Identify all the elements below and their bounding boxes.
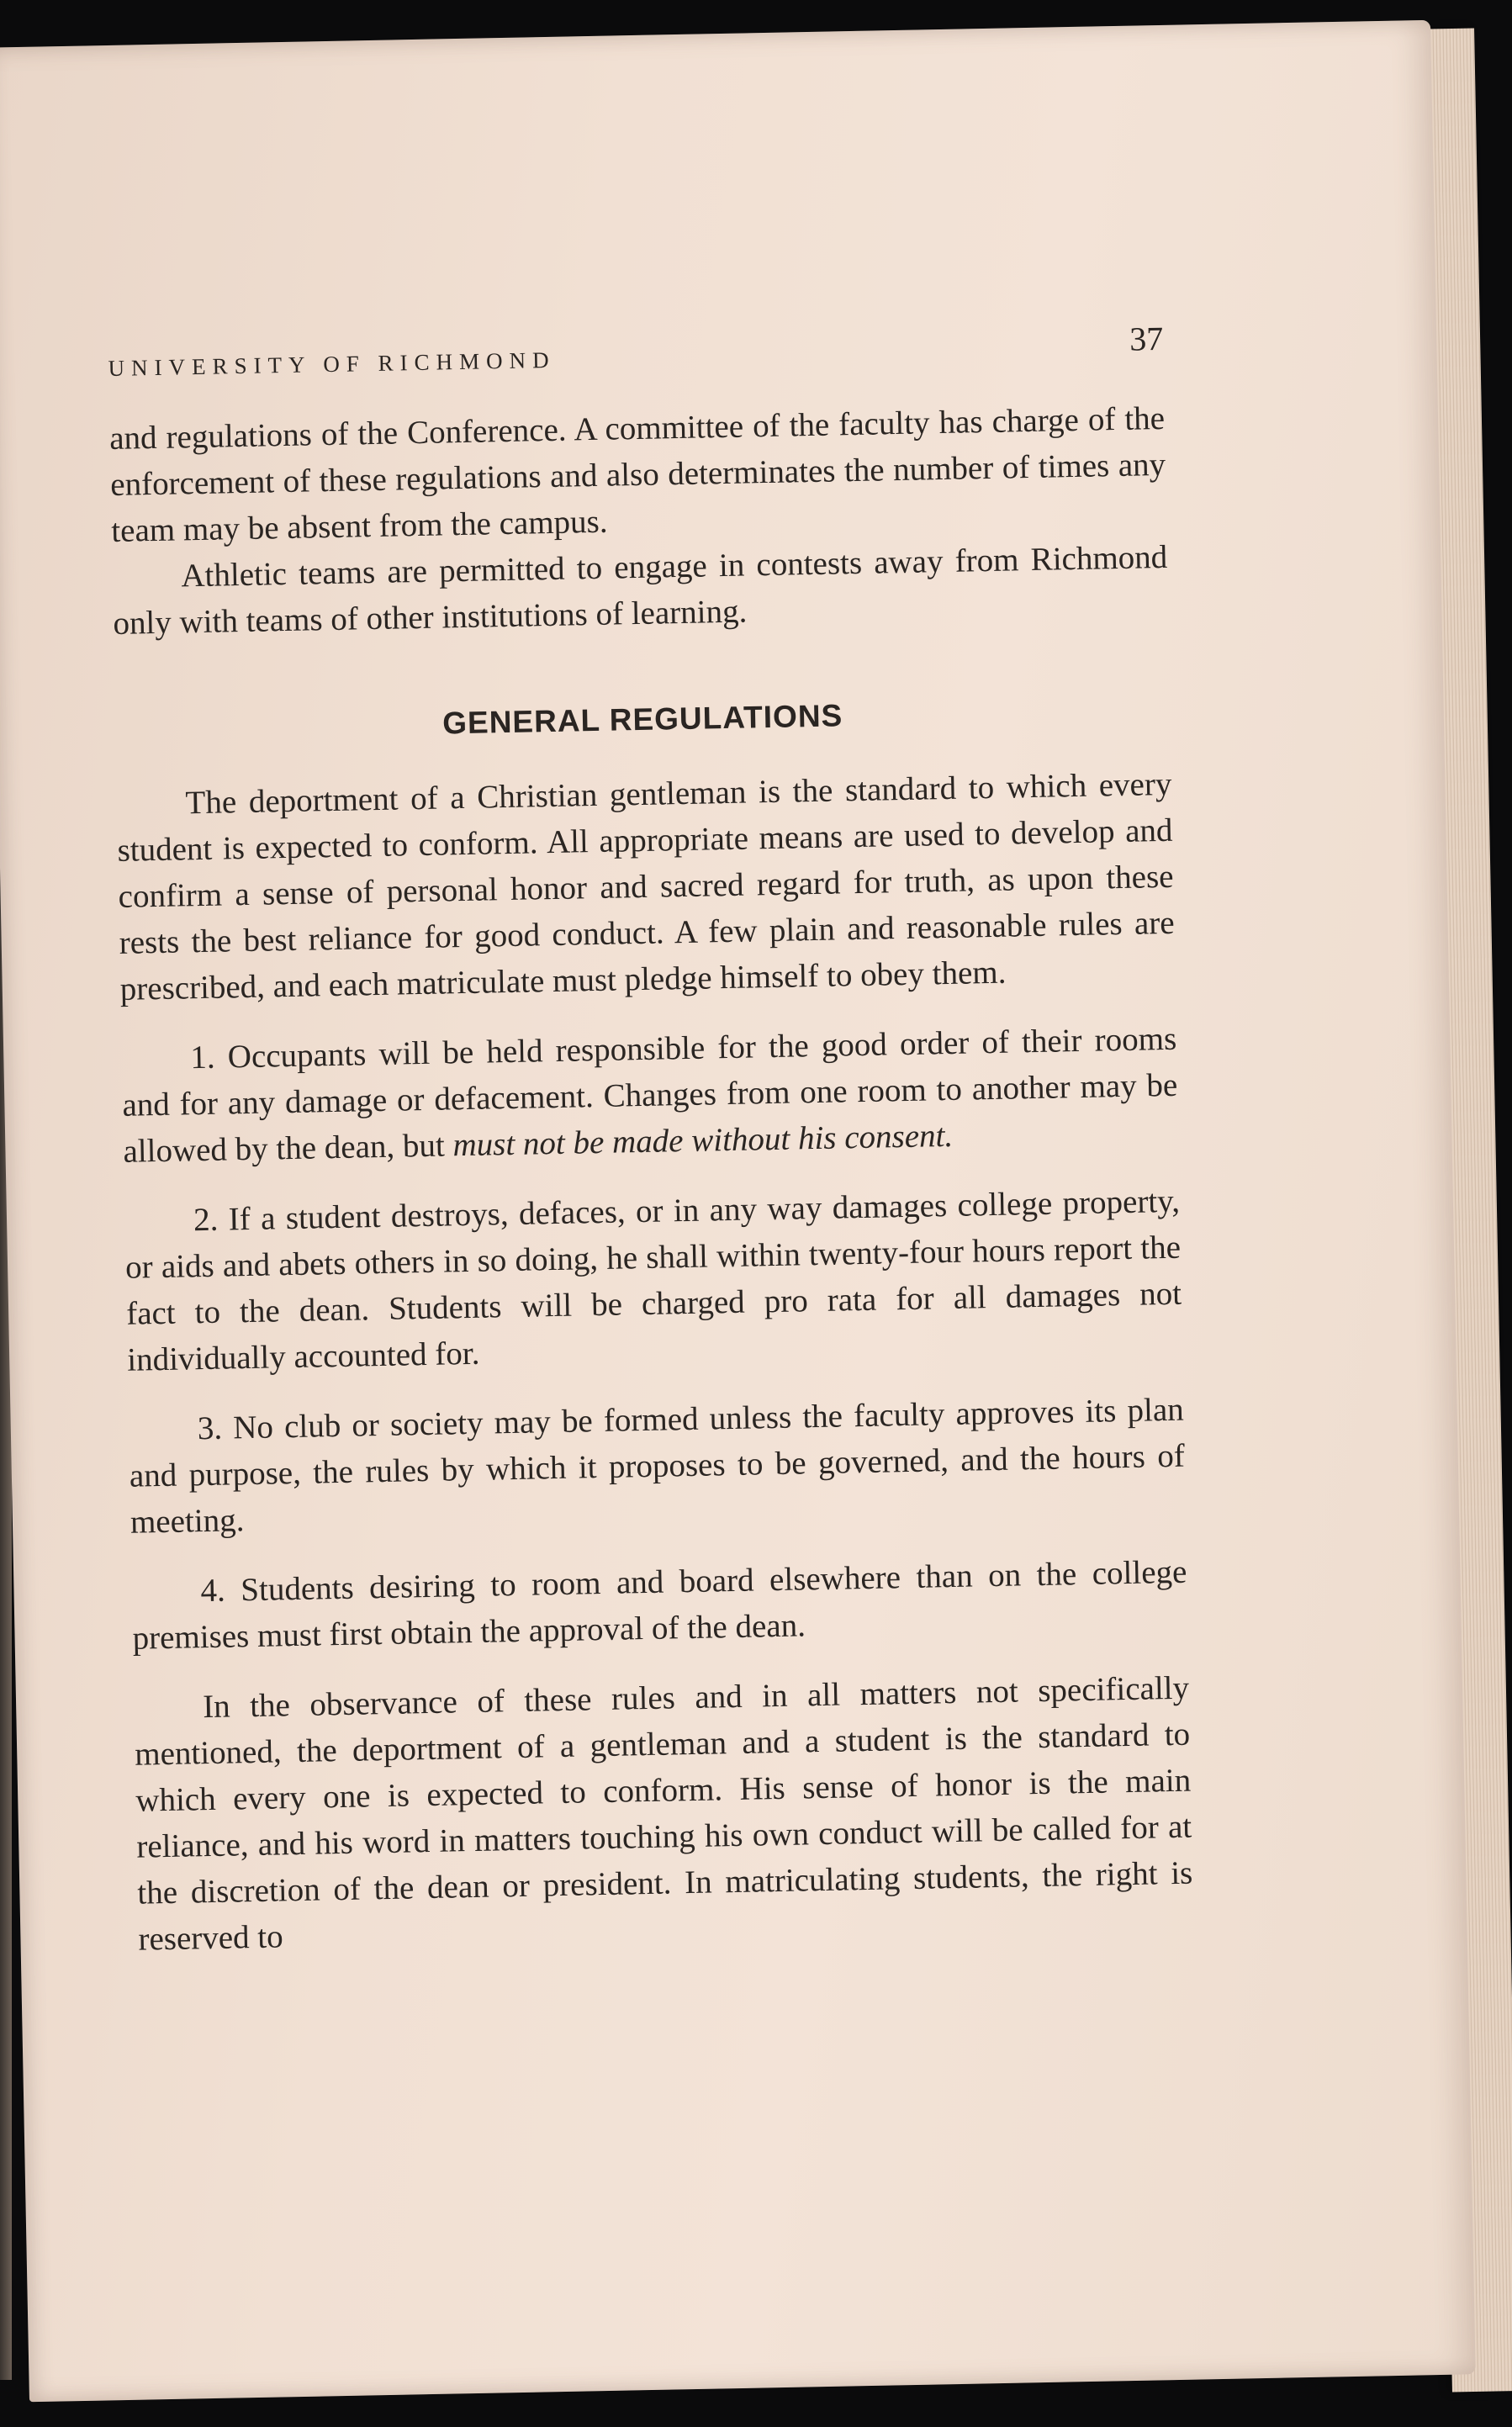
running-head <box>108 303 1164 382</box>
page-number: 37 <box>1129 319 1164 358</box>
athletic-paragraph: Athletic teams are permitted to engage in contests away from Richmond only with teams of other institutions of learning. <box>113 538 1168 642</box>
closing-paragraph: In the observance of these rules and in all matters not specifically mentioned, the deportment of a gentleman and a student is the standard to which every one is expected to conform. His sense of honor is the main reliance, and his word in matters touching his own conduct will be called for at the discretion of the dean or president. In matriculating students, the right is reserved to <box>134 1669 1193 1958</box>
intro-paragraph: The deportment of a Christian gentleman is the standard to which every student is expected to conform. All appropriate means are used to develop and confirm a sense of personal honor and sacred regard for truth, as upon these rests the best reliance for good conduct. A few plain and reasonable rules are prescribed, and each matriculate must pledge himself to obey them. <box>117 765 1175 1007</box>
rule-1 <box>121 1016 1179 1175</box>
rule-1-emphasis: must not be made without his consent. <box>452 1117 954 1164</box>
rule-3: 3. No club or society may be formed unless the faculty approves its plan and purpose, the rules by which it proposes to be governed, and the hours of meeting. <box>129 1391 1186 1541</box>
running-title: UNIVERSITY OF RICHMOND <box>108 346 556 382</box>
book-page <box>0 20 1476 2403</box>
section-heading: GENERAL REGULATIONS <box>441 698 843 741</box>
rule-4: 4. Students desiring to room and board elsewhere than on the college premises must first obtain the approval of the dean. <box>132 1553 1187 1657</box>
page-content <box>108 303 1194 1963</box>
continuation-paragraph: and regulations of the Conference. A committee of the faculty has charge of the enforcement of these regulations and also determinates the number of times any team may be absent from the campus. <box>108 399 1166 549</box>
rule-1-text: 1. Occupants will be held responsible for the good order of their rooms and for any damage or defacement. Changes from one room to another may be allowed by the dean, but <box>122 1020 1178 1170</box>
rule-2: 2. If a student destroys, defaces, or in any way damages college property, or aids and abets others in so doing, he shall within twenty-four hours report the fact to the dean. Students will be charged pro rata for all damages not individually accounted for. <box>124 1182 1182 1378</box>
